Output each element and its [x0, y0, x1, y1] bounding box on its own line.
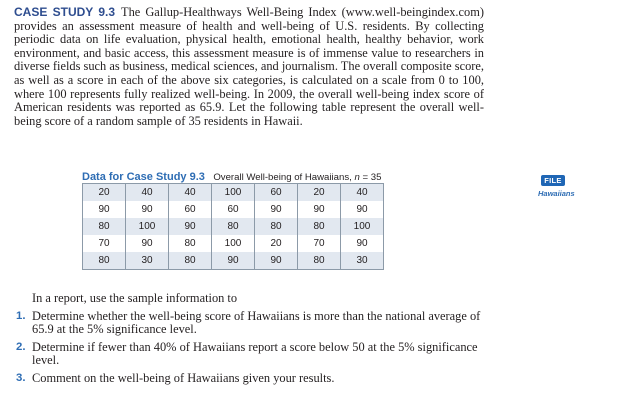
- table-cell: 90: [341, 235, 384, 252]
- question-list: [16, 310, 486, 389]
- table-cell: 80: [169, 252, 212, 270]
- table-cell: 30: [126, 252, 169, 270]
- table-cell: 20: [298, 184, 341, 202]
- table-cell: 40: [126, 184, 169, 202]
- table-cell: 80: [169, 235, 212, 252]
- question-number: 2.: [16, 340, 26, 353]
- table-cell: 90: [212, 252, 255, 270]
- table-cell: 40: [341, 184, 384, 202]
- report-intro: In a report, use the sample information to: [32, 291, 238, 305]
- table-cell: 70: [83, 235, 126, 252]
- table-cell: 60: [212, 201, 255, 218]
- table-cell: 90: [341, 201, 384, 218]
- table-cell: 20: [255, 235, 298, 252]
- data-title-text: Overall Well-being of Hawaiians,: [213, 172, 352, 183]
- file-tag[interactable]: [538, 170, 575, 198]
- table-cell: 80: [83, 252, 126, 270]
- table-row: [83, 201, 384, 218]
- data-title: [213, 172, 381, 183]
- table-cell: 90: [126, 235, 169, 252]
- table-row: [83, 252, 384, 270]
- table-cell: 60: [255, 184, 298, 202]
- question-text: Comment on the well-being of Hawaiians given your results.: [32, 370, 335, 385]
- question-text: Determine if fewer than 40% of Hawaiians report a score below 50 at the 5% significance level.: [32, 339, 478, 368]
- data-label: Data for Case Study 9.3: [82, 171, 205, 183]
- data-table: [82, 183, 384, 270]
- question-item: [16, 341, 486, 368]
- table-cell: 100: [212, 184, 255, 202]
- table-cell: 80: [83, 218, 126, 235]
- case-study-label: CASE STUDY 9.3: [14, 5, 116, 19]
- table-cell: 90: [298, 201, 341, 218]
- table-cell: 90: [83, 201, 126, 218]
- table-cell: 90: [255, 201, 298, 218]
- file-name[interactable]: Hawaiians: [538, 189, 575, 198]
- table-cell: 100: [341, 218, 384, 235]
- table-cell: 90: [169, 218, 212, 235]
- table-cell: 90: [255, 252, 298, 270]
- question-text: Determine whether the well-being score of Hawaiians is more than the national average of 65.9 at the 5% significance level.: [32, 309, 481, 337]
- table-cell: 80: [298, 252, 341, 270]
- table-cell: 80: [212, 218, 255, 235]
- sample-size-variable: n: [354, 172, 360, 183]
- case-study-paragraph: [14, 6, 484, 128]
- file-badge[interactable]: FILE: [541, 175, 564, 186]
- case-study-text: The Gallup-Healthways Well-Being Index (www.well-beingindex.com) provides an assessment measure of health and well-being of U.S. residents. By collecting periodic data on life evaluation, physical health, emotional health, healthy behavior, work environment, and basic access, this assessment measure is of immense value to researchers in diverse fields such as business, medical sciences, and journalism. The overall composite score, as well as a score in each of the above six categories, is calculated on a scale from 0 to 100, where 100 represents fully realized well-being. In 2009, the overall well-being index score of American residents was reported as 65.9. Let the following table represent the overall well-being score of a random sample of 35 residents in Hawaii.: [14, 5, 484, 128]
- table-row: [83, 218, 384, 235]
- table-cell: 90: [126, 201, 169, 218]
- table-cell: 70: [298, 235, 341, 252]
- table-cell: 30: [341, 252, 384, 270]
- table-cell: 80: [255, 218, 298, 235]
- table-row: [83, 184, 384, 202]
- table-cell: 100: [126, 218, 169, 235]
- table-cell: 20: [83, 184, 126, 202]
- question-number: 1.: [16, 310, 26, 322]
- table-cell: 80: [298, 218, 341, 235]
- question-number: 3.: [16, 371, 26, 384]
- table-cell: 100: [212, 235, 255, 252]
- question-item: [16, 372, 486, 385]
- table-row: [83, 235, 384, 252]
- sample-size-value: = 35: [359, 172, 382, 183]
- table-cell: 40: [169, 184, 212, 202]
- question-item: [16, 310, 486, 337]
- table-cell: 60: [169, 201, 212, 218]
